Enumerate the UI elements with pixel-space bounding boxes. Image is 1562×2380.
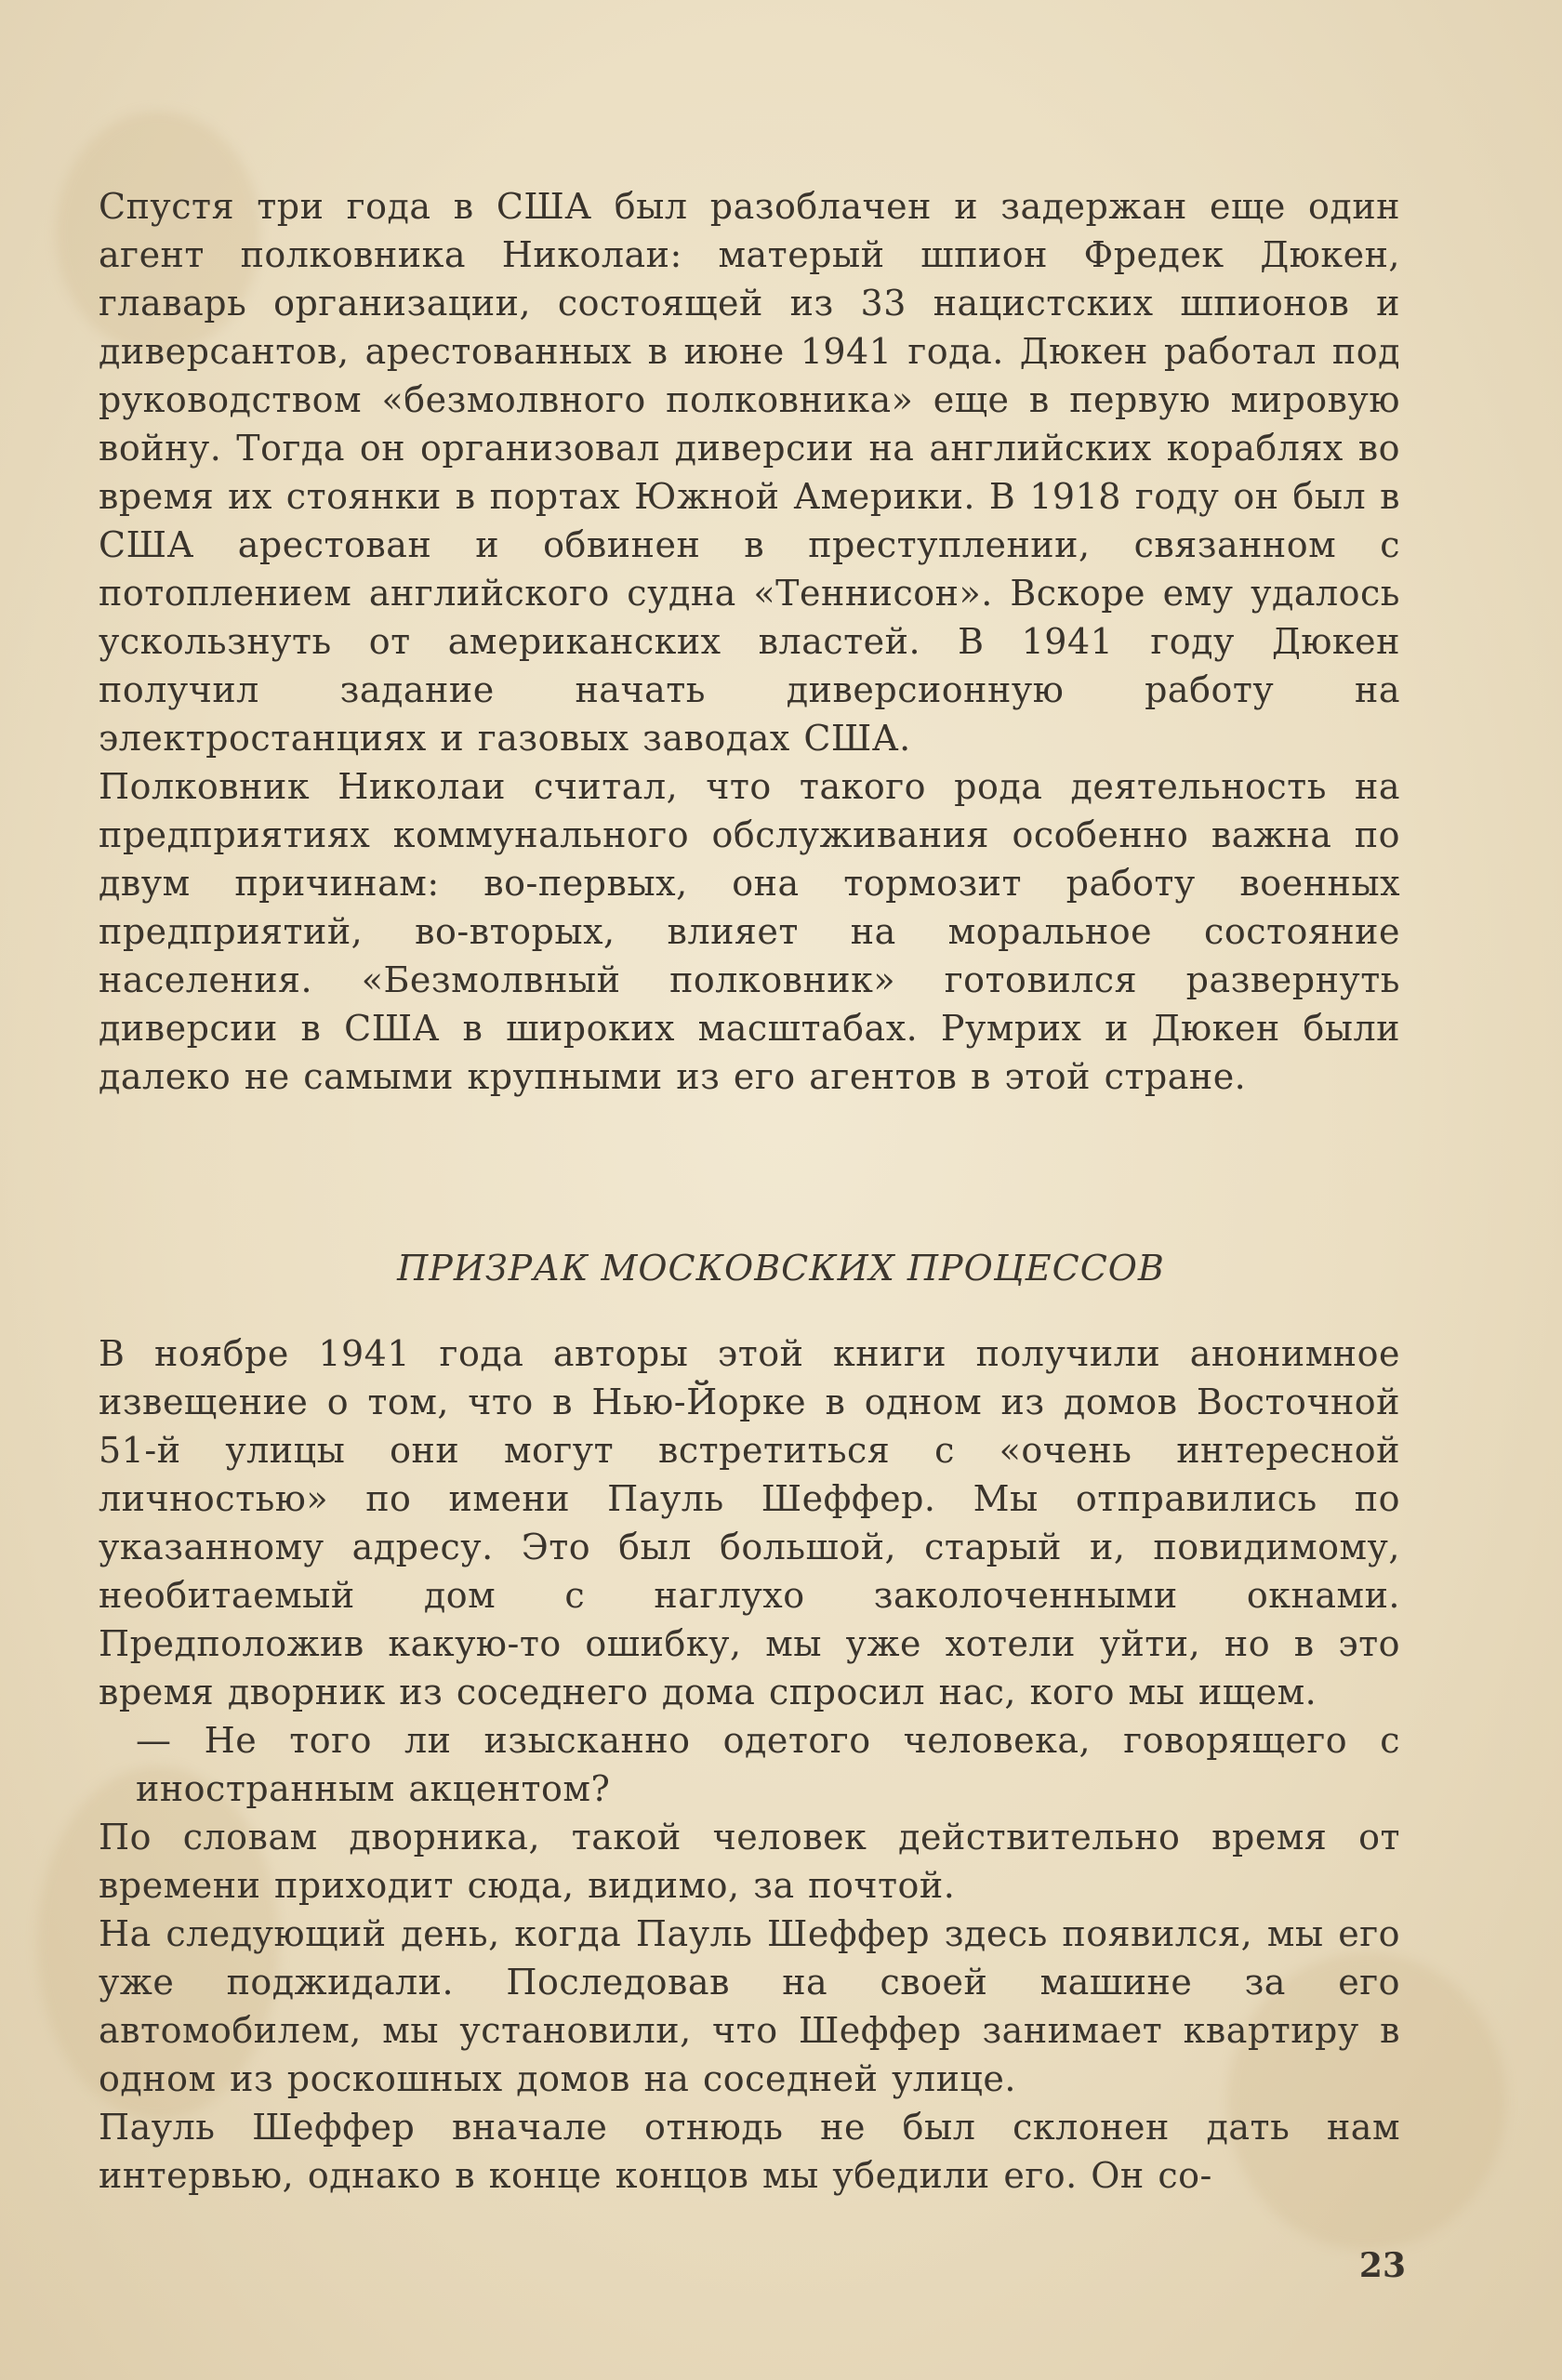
paragraph-6: Пауль Шеффер вначале отнюдь не был склонен дать нам интервью, однако в конце концов мы убедили его. Он со-: [99, 2107, 1400, 2196]
paragraph-2: Полковник Николаи считал, что такого рода деятельность на предприятиях коммунального обслуживания особенно важна по двум причинам: во-первых, она тормозит работу военных предприятий, во-вторых, влияет на моральное состояние населения. «Безмолвный полковник» готовился развернуть диверсии в США в широких масштабах. Румрих и Дюкен были далеко не самыми крупными из его агентов в этой стране.: [99, 766, 1400, 1097]
paragraph-1: Спустя три года в США был разоблачен и задержан еще один агент полковника Николаи: матерый шпион Фредек Дюкен, главарь организации, состоящей из 33 нацистских шпионов и диверсантов, арестованных в июне 1941 года. Дюкен работал под руководством «безмолвного полковника» еще в первую мировую войну. Тогда он организовал диверсии на английских кораблях во время их стоянки в портах Южной Америки. В 1918 году он был в США арестован и обвинен в преступлении, связанном с потоплением английского судна «Теннисон». Вскоре ему удалось ускользнуть от американских властей. В 1941 году Дюкен получил задание начать диверсионную работу на электростанциях и газовых заводах США.: [99, 186, 1400, 759]
bottom-text-block: [99, 1329, 1400, 2200]
paragraph-4: По словам дворника, такой человек действительно время от времени приходит сюда, видимо, за почтой.: [99, 1817, 1400, 1906]
section-heading: ПРИЗРАК МОСКОВСКИХ ПРОЦЕССОВ: [397, 1248, 1165, 1289]
page-number: 23: [1358, 2246, 1406, 2285]
paragraph-5: На следующий день, когда Пауль Шеффер здесь появился, мы его уже поджидали. Последовав на своей машине за его автомобилем, мы установили, что Шеффер занимает квартиру в одном из роскошных домов на соседней улице.: [99, 1913, 1400, 2099]
paragraph-3: В ноябре 1941 года авторы этой книги получили анонимное извещение о том, что в Нью-Йорке в одном из домов Восточной 51-й улицы они могут встретиться с «очень интересной личностью» по имени Пауль Шеффер. Мы отправились по указанному адресу. Это был большой, старый и, повидимому, необитаемый дом с наглухо заколоченными окнами. Предположив какую-то ошибку, мы уже хотели уйти, но в это время дворник из соседнего дома спросил нас, кого мы ищем.: [99, 1333, 1400, 1712]
top-text-block: [99, 182, 1400, 1101]
dialogue-line: — Не того ли изысканно одетого человека, говорящего с иностранным акцентом?: [136, 1720, 1400, 1809]
